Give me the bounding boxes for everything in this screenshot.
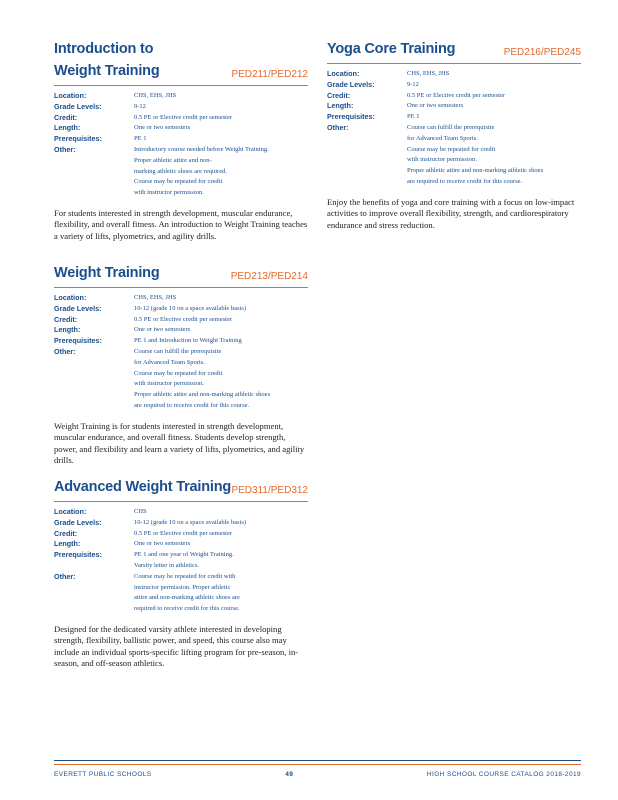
- fact-value-line: Course may be repeated for credit: [134, 178, 223, 186]
- course-advanced-weight-training: [54, 476, 308, 670]
- fact-value: [134, 134, 146, 145]
- fact-value-line: Course can fulfill the prerequisite: [407, 123, 495, 131]
- fact-label: Length:: [54, 325, 81, 335]
- fact-credit: [54, 529, 308, 540]
- fact-value: [134, 145, 269, 199]
- course-title-line: Introduction to: [54, 41, 154, 57]
- fact-label: Grade Levels:: [54, 303, 102, 313]
- fact-value-line: Introductory course needed before Weight Training.: [134, 145, 269, 153]
- fact-value-line: PE 1: [407, 113, 420, 121]
- fact-value-line: Course may be repeated for credit: [407, 145, 496, 153]
- fact-value-line: CHS, EHS, JHS: [134, 92, 177, 99]
- fact-prerequisites: [327, 112, 581, 123]
- footer-rule-blue: [54, 760, 581, 761]
- fact-value-line: are required to receive credit for this course.: [134, 401, 250, 409]
- fact-value-line: Course may be repeated for credit: [134, 369, 223, 377]
- fact-value: [134, 550, 234, 572]
- fact-value-line: attire and non-marking athletic shoes are: [134, 594, 240, 602]
- fact-value-line: One or two semesters: [407, 102, 464, 110]
- fact-value-line: Proper athletic attire and non-marking athletic shoes: [407, 167, 544, 175]
- fact-value: [134, 123, 190, 134]
- fact-value: [134, 529, 232, 540]
- course-header: [54, 262, 308, 288]
- course-facts: [54, 507, 308, 615]
- fact-value-line: 0.5 PE or Elective credit per semester: [134, 315, 233, 323]
- course-header: [54, 38, 308, 86]
- fact-value-line: for Advanced Team Sports.: [407, 134, 478, 142]
- fact-value-line: are required to receive credit for this course.: [407, 177, 523, 185]
- fact-value-line: PE 1 and Introduction to Weight Training: [134, 337, 242, 345]
- footer-rule-orange: [54, 764, 581, 765]
- course-facts: [54, 91, 308, 199]
- fact-label: Other:: [54, 144, 76, 154]
- fact-value: [134, 304, 246, 315]
- fact-label: Other:: [54, 571, 76, 581]
- fact-label: Credit:: [327, 90, 351, 100]
- fact-location: [54, 91, 308, 102]
- fact-value: [134, 325, 190, 336]
- fact-label: Prerequisites:: [54, 550, 102, 560]
- fact-label: Location:: [54, 293, 87, 302]
- fact-value-line: 10-12 (grade 10 on a space available basis): [134, 518, 247, 526]
- fact-value-line: 0.5 PE or Elective credit per semester: [407, 91, 506, 99]
- fact-value-line: required to receive credit for this course.: [134, 605, 240, 613]
- course-yoga-core-training: [327, 38, 581, 231]
- fact-value: [134, 539, 190, 550]
- fact-value-line: 9-12: [134, 102, 146, 110]
- fact-label: Grade Levels:: [54, 517, 102, 527]
- fact-label: Location:: [327, 69, 360, 78]
- footer-district-name: EVERETT PUBLIC SCHOOLS: [54, 771, 152, 778]
- course-title: [54, 262, 159, 284]
- course-title-line: Weight Training: [54, 63, 160, 79]
- fact-other: [54, 347, 308, 412]
- fact-value-line: CHS, EHS, JHS: [407, 70, 450, 77]
- fact-value: [134, 518, 246, 529]
- fact-value-line: One or two semesters: [134, 540, 191, 548]
- fact-grade-levels: [54, 304, 308, 315]
- fact-value-line: CHS, EHS, JHS: [134, 294, 177, 301]
- fact-value-line: Course can fulfill the prerequisite: [134, 347, 222, 355]
- course-title: [327, 38, 455, 60]
- course-title: [54, 476, 231, 498]
- fact-value: [134, 102, 146, 113]
- course-facts: [327, 69, 581, 188]
- fact-length: [54, 325, 308, 336]
- course-header: [54, 476, 308, 502]
- course-description: Enjoy the benefits of yoga and core training with a focus on low-impact activities to improve overall flexibility, strength, and cardiorespiratory endurance and stress reduction.: [327, 196, 575, 230]
- fact-credit: [54, 315, 308, 326]
- fact-value: [407, 112, 419, 123]
- fact-label: Credit:: [54, 112, 78, 122]
- fact-value: [134, 347, 270, 412]
- fact-value-line: 9-12: [407, 80, 419, 88]
- fact-grade-levels: [54, 518, 308, 529]
- fact-grade-levels: [327, 80, 581, 91]
- fact-value: [134, 91, 176, 102]
- fact-value-line: Proper athletic attire and non-marking athletic shoes: [134, 391, 271, 399]
- fact-value: [407, 123, 543, 188]
- course-title-line: Weight Training: [54, 265, 160, 281]
- fact-label: Grade Levels:: [327, 79, 375, 89]
- course-title-line: Advanced Weight Training: [54, 479, 232, 495]
- fact-value: [407, 91, 505, 102]
- course-description: Designed for the dedicated varsity athlete interested in developing strength, flexibility, ballistic power, and speed, this course also may include an individual sports-specific lifting program for pre-season, in-season, and off-season athletics.: [54, 623, 299, 669]
- fact-value-line: with instructor permission.: [407, 156, 477, 164]
- fact-value-line: PE 1: [134, 135, 147, 143]
- fact-value: [134, 315, 232, 326]
- fact-other: [327, 123, 581, 188]
- fact-value-line: PE 1 and one year of Weight Training.: [134, 551, 234, 559]
- fact-value: [407, 69, 449, 80]
- fact-value: [407, 101, 463, 112]
- course-code: PED311/PED312: [231, 485, 308, 496]
- fact-length: [54, 539, 308, 550]
- fact-other: [54, 145, 308, 199]
- fact-value: [407, 80, 419, 91]
- fact-prerequisites: [54, 134, 308, 145]
- course-description: For students interested in strength development, muscular endurance, flexibility, and overall fitness. An introduction to Weight Training teaches a variety of lifts, plyometrics, and agility drills.: [54, 207, 308, 241]
- fact-value-line: with instructor permission.: [134, 189, 204, 197]
- fact-value: [134, 336, 242, 347]
- fact-length: [327, 101, 581, 112]
- fact-value: [134, 572, 240, 615]
- fact-other: [54, 572, 308, 615]
- course-code: PED213/PED214: [230, 271, 308, 282]
- fact-value: [134, 293, 176, 304]
- fact-label: Location:: [54, 91, 87, 100]
- course-code: PED216/PED245: [503, 47, 581, 58]
- fact-prerequisites: [54, 336, 308, 347]
- fact-credit: [54, 113, 308, 124]
- fact-value: [134, 507, 147, 518]
- fact-label: Length:: [327, 101, 354, 111]
- fact-value-line: marking athletic shoes are required.: [134, 167, 227, 175]
- footer-text: [54, 771, 581, 778]
- course-weight-training: [54, 262, 308, 466]
- fact-location: [54, 293, 308, 304]
- fact-value: [134, 113, 232, 124]
- fact-value-line: with instructor permission.: [134, 380, 204, 388]
- fact-location: [54, 507, 308, 518]
- fact-label: Location:: [54, 507, 87, 516]
- fact-value-line: Varsity letter in athletics.: [134, 561, 199, 569]
- page-number: 49: [285, 771, 294, 778]
- fact-value-line: 0.5 PE or Elective credit per semester: [134, 113, 233, 121]
- footer-catalog-title: HIGH SCHOOL COURSE CATALOG 2018-2019: [426, 771, 581, 778]
- fact-label: Prerequisites:: [327, 112, 375, 122]
- fact-value-line: Proper athletic attire and non-: [134, 156, 212, 164]
- fact-value-line: 0.5 PE or Elective credit per semester: [134, 529, 233, 537]
- fact-label: Other:: [54, 346, 76, 356]
- course-title-line: Yoga Core Training: [327, 41, 456, 57]
- course-facts: [54, 293, 308, 412]
- fact-value-line: Course may be repeated for credit with: [134, 572, 236, 580]
- fact-label: Grade Levels:: [54, 101, 102, 111]
- fact-label: Credit:: [54, 528, 78, 538]
- course-header: [327, 38, 581, 64]
- page-footer: [54, 760, 581, 778]
- fact-value-line: 10-12 (grade 10 on a space available basis): [134, 304, 247, 312]
- course-code: PED211/PED212: [231, 69, 308, 80]
- fact-value-line: One or two semesters: [134, 124, 191, 132]
- fact-value-line: CHS: [134, 508, 147, 515]
- fact-label: Credit:: [54, 314, 78, 324]
- fact-label: Prerequisites:: [54, 336, 102, 346]
- fact-length: [54, 123, 308, 134]
- fact-label: Length:: [54, 539, 81, 549]
- course-title: [54, 38, 159, 82]
- fact-label: Prerequisites:: [54, 134, 102, 144]
- course-description: Weight Training is for students interested in strength development, muscular endurance, and overall fitness. Students develop strength, power, and flexibility and learn a variety of lifts, plyometrics, and agility drills.: [54, 420, 305, 465]
- fact-label: Other:: [327, 122, 349, 132]
- fact-prerequisites: [54, 550, 308, 572]
- fact-location: [327, 69, 581, 80]
- fact-value-line: for Advanced Team Sports.: [134, 358, 205, 366]
- fact-value-line: instructor permission. Proper athletic: [134, 583, 231, 591]
- fact-grade-levels: [54, 102, 308, 113]
- course-intro-weight-training: [54, 38, 308, 242]
- fact-value-line: One or two semesters: [134, 326, 191, 334]
- fact-label: Length:: [54, 123, 81, 133]
- fact-credit: [327, 91, 581, 102]
